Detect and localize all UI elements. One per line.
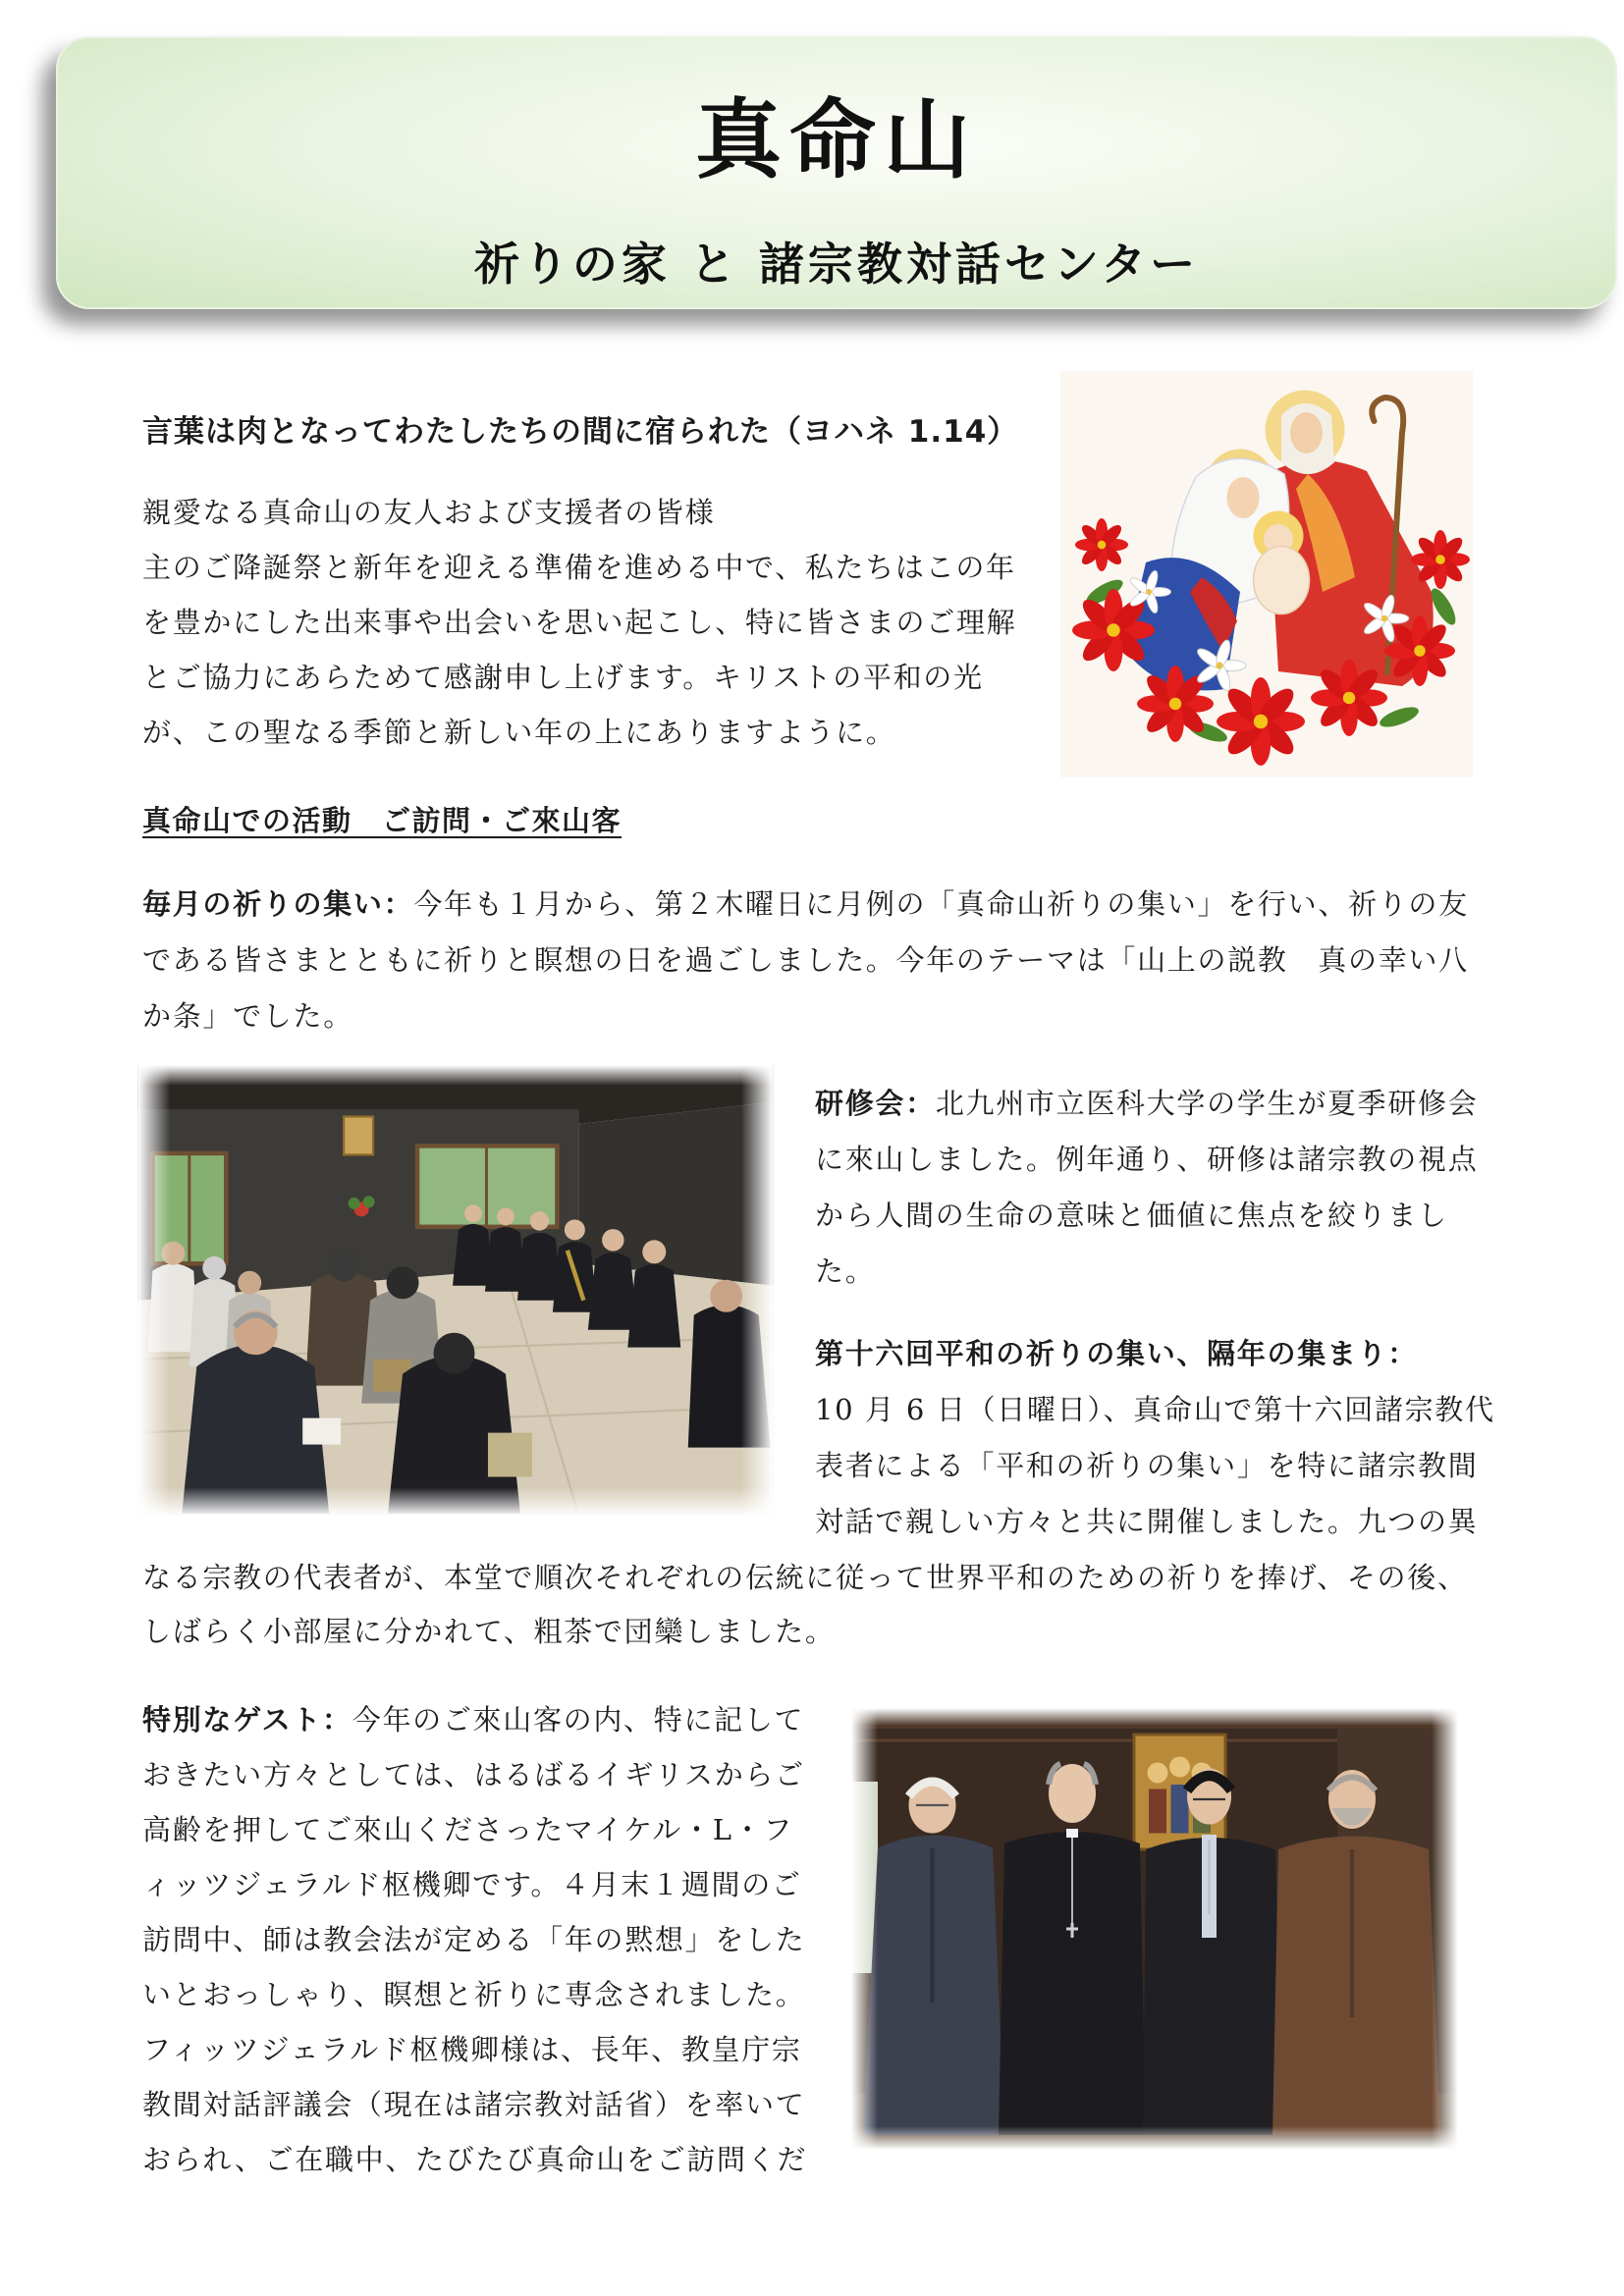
peace-label: 第十六回平和の祈りの集い、隔年の集まり： <box>815 1337 1419 1370</box>
guests-group-photo <box>851 1708 1458 2150</box>
header-banner <box>56 36 1617 309</box>
peace-line: 10 月 6 日（日曜日）、真命山で第十六回諸宗教代 <box>815 1393 1495 1426</box>
prayer-meeting-photo <box>137 1065 774 1517</box>
training-text: 北九州市立医科大学の学生が夏季研修会 <box>935 1087 1479 1120</box>
activities-heading: 真命山での活動 ご訪問・ご來山客 <box>142 804 623 837</box>
intro-heading: 言葉は肉となってわたしたちの間に宿られた（ヨハネ 1.14） <box>142 414 1019 450</box>
peace-line: 表者による「平和の祈りの集い」を特に諸宗教間 <box>815 1449 1479 1482</box>
page-title: 真命山 <box>694 88 978 190</box>
monthly-label: 毎月の祈りの集い： <box>142 887 414 921</box>
guest-line: いとおっしゃり、瞑想と祈りに専念されました。 <box>142 1978 806 2011</box>
child-figure <box>1254 511 1310 614</box>
monthly-line: である皆さまとともに祈りと瞑想の日を過ごしました。今年のテーマは「山上の説教 真の幸い八 <box>142 943 1469 977</box>
guest-line: 高齢を押してご來山くださったマイケル・L・フ <box>142 1813 794 1846</box>
page-subtitle: 祈りの家 と 諸宗教対話センター <box>473 238 1200 291</box>
monthly-paragraph <box>142 877 1469 1044</box>
monthly-line: か条」でした。 <box>142 999 353 1033</box>
peace-paragraph-continued <box>142 1551 1468 1659</box>
intro-line: 親愛なる真命山の友人および支援者の皆様 <box>142 496 716 529</box>
guest-text: 今年のご來山客の内、特に記して <box>352 1703 805 1736</box>
training-paragraph <box>815 1076 1478 1300</box>
guest-line: おられ、ご在職中、たびたび真命山をご訪問くだ <box>142 2143 808 2176</box>
guest-line: ィッツジェラルド枢機卿です。４月末１週間のご <box>142 1868 802 1901</box>
guest-line: フィッツジェラルド枢機卿様は、長年、教皇庁宗 <box>142 2033 802 2066</box>
monthly-line <box>142 877 1469 933</box>
guest-line <box>142 1692 807 1747</box>
training-line <box>815 1076 1478 1132</box>
intro-line: を豊かにした出来事や出会いを思い起こし、特に皆さまのご理解 <box>142 606 1017 639</box>
peace-paragraph <box>815 1326 1495 1550</box>
nativity-image <box>1060 371 1473 777</box>
guest-line: 教間対話評議会（現在は諸宗教対話省）を率いて <box>142 2088 806 2121</box>
peace-line: なる宗教の代表者が、本堂で順次それぞれの伝統に従って世界平和のための祈りを捧げ、その後、 <box>142 1561 1468 1594</box>
intro-line: が、この聖なる季節と新しい年の上にありますように。 <box>142 716 896 749</box>
peace-line: 対話で親しい方々と共に開催しました。九つの異 <box>815 1505 1479 1538</box>
intro-line: とご協力にあらためて感謝申し上げます。キリストの平和の光 <box>142 661 984 694</box>
intro-paragraph <box>142 485 1016 760</box>
training-line: から人間の生命の意味と価値に焦点を絞りまし <box>815 1199 1448 1232</box>
guest-label: 特別なゲスト： <box>142 1703 352 1736</box>
guest-line: 訪問中、師は教会法が定める「年の黙想」をした <box>142 1923 806 1956</box>
training-line: に來山しました。例年通り、研修は諸宗教の視点 <box>815 1143 1479 1176</box>
intro-line: 主のご降誕祭と新年を迎える準備を進める中で、私たちはこの年 <box>142 551 1016 584</box>
guest-line: おきたい方々としては、はるばるイギリスからご <box>142 1758 805 1791</box>
guest-paragraph <box>142 1692 807 2187</box>
monthly-text: 今年も１月から、第２木曜日に月例の「真命山祈りの集い」を行い、祈りの友 <box>413 887 1469 921</box>
peace-line: しばらく小部屋に分かれて、粗茶で団欒しました。 <box>142 1615 836 1648</box>
training-line: た。 <box>815 1255 876 1288</box>
training-label: 研修会： <box>815 1087 936 1120</box>
